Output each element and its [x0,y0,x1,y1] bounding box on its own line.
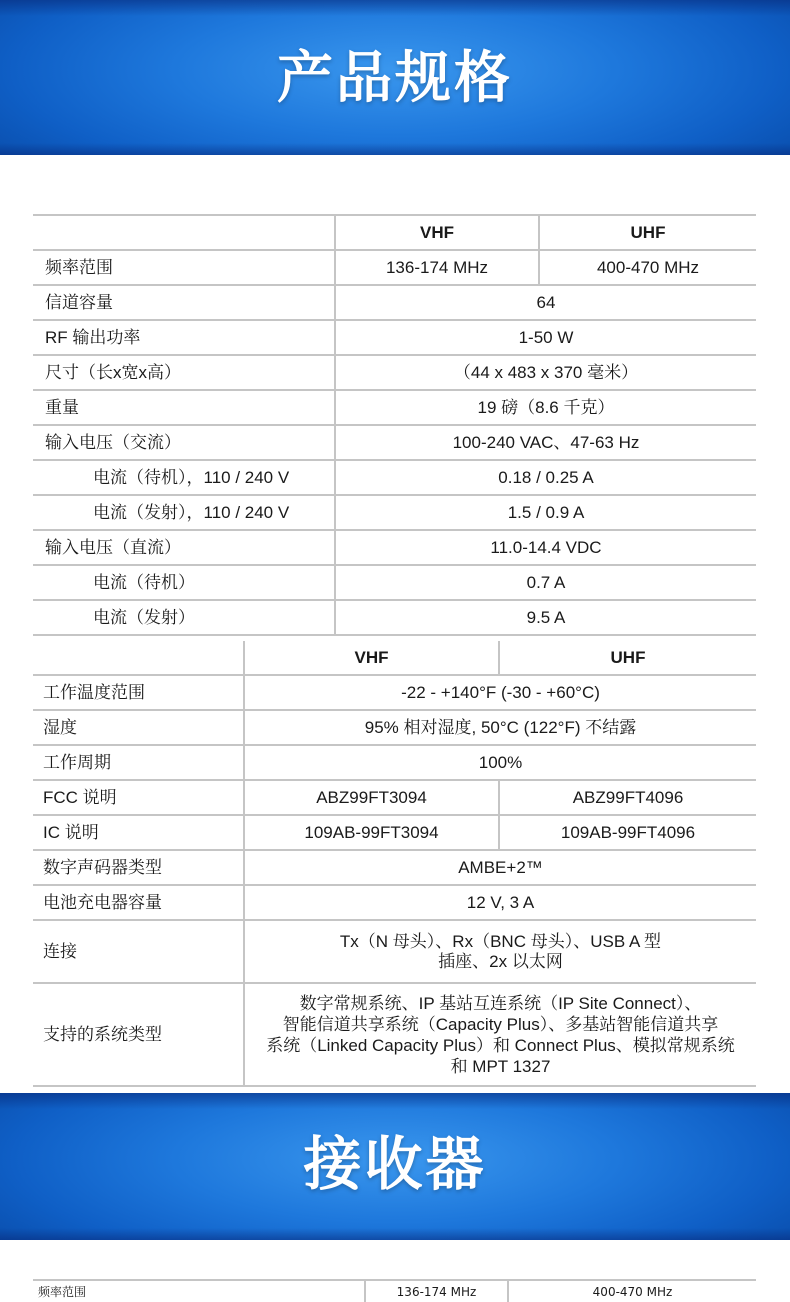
vhf-value: 109AB-99FT3094 [244,815,499,850]
uhf-value: ABZ99FT4096 [499,780,756,815]
row-label: RF 输出功率 [33,320,335,355]
vhf-value: ABZ99FT3094 [244,780,499,815]
value-line: 智能信道共享系统（Capacity Plus）、多基站智能信道共享 [282,1014,719,1034]
row-label: 支持的系统类型 [33,983,244,1086]
row-label: FCC 说明 [33,780,244,815]
row-label: 信道容量 [33,285,335,320]
value-line: 数字常规系统、IP 基站互连系统（IP Site Connect）、 [299,993,702,1013]
row-value: 0.7 A [335,565,756,600]
uhf-value: 400-470 MHz [539,250,756,285]
table-row [33,745,756,780]
row-label: 数字声码器类型 [33,850,244,885]
table-row [33,250,756,285]
receiver-table [33,1279,756,1302]
row-label: 工作周期 [33,745,244,780]
row-value: 100-240 VAC、47-63 Hz [335,425,756,460]
table-row [33,780,756,815]
section-title: 接收器 [303,1130,487,1198]
row-value: 95% 相对湿度, 50°C (122°F) 不结露 [244,710,756,745]
row-label: 频率范围 [33,250,335,285]
row-label: 重量 [33,390,335,425]
row-value: 12 V, 3 A [244,885,756,920]
row-value: 1.5 / 0.9 A [335,495,756,530]
receiver-banner [0,1093,790,1240]
row-value: 0.18 / 0.25 A [335,460,756,495]
row-label: 输入电压（直流） [33,530,335,565]
header-blank [33,215,335,250]
table-row [33,355,756,390]
row-value [244,983,756,1086]
uhf-value: 400-470 MHz [508,1280,756,1302]
row-value [244,920,756,983]
header-vhf: VHF [335,215,539,250]
row-value: 19 磅（8.6 千克） [335,390,756,425]
row-label: 连接 [33,920,244,983]
row-label: 工作温度范围 [33,675,244,710]
row-value: AMBE+2™ [244,850,756,885]
value-line: Tx（N 母头）、Rx（BNC 母头）、USB A 型 [339,931,662,951]
row-label: 电流（发射） [33,600,335,635]
table-row [33,600,756,635]
vhf-value: 136-174 MHz [335,250,539,285]
row-label: 尺寸（长x宽x高） [33,355,335,390]
table-row [33,1280,756,1302]
row-label: 电流（待机），110 / 240 V [33,460,335,495]
table-row [33,815,756,850]
row-value: 1-50 W [335,320,756,355]
table-row [33,920,756,983]
table-row [33,983,756,1086]
table-row [33,885,756,920]
table-row [33,390,756,425]
spec-table-power [33,214,756,636]
row-label: 输入电压（交流） [33,425,335,460]
spec-banner [0,0,790,155]
row-label: 频率范围 [33,1280,365,1302]
row-value: （44 x 483 x 370 毫米） [335,355,756,390]
row-value: 9.5 A [335,600,756,635]
spec-table-general [33,641,756,1087]
header-vhf: VHF [244,641,499,675]
row-value: 100% [244,745,756,780]
table-row [33,495,756,530]
vhf-value: 136-174 MHz [365,1280,508,1302]
header-row [33,641,756,675]
table-row [33,320,756,355]
table-row [33,710,756,745]
row-value: -22 - +140°F (-30 - +60°C) [244,675,756,710]
row-label: IC 说明 [33,815,244,850]
value-line: 和 MPT 1327 [450,1056,551,1076]
section-title: 产品规格 [277,46,513,111]
row-label: 电池充电器容量 [33,885,244,920]
table-row [33,675,756,710]
uhf-value: 109AB-99FT4096 [499,815,756,850]
value-line: 系统（Linked Capacity Plus）和 Connect Plus、模拟常规系统 [266,1035,735,1055]
table-row [33,565,756,600]
header-uhf: UHF [539,215,756,250]
header-uhf: UHF [499,641,756,675]
row-label: 电流（发射），110 / 240 V [33,495,335,530]
row-label: 湿度 [33,710,244,745]
row-label: 电流（待机） [33,565,335,600]
table-row [33,285,756,320]
table-row [33,530,756,565]
header-row [33,215,756,250]
header-blank [33,641,244,675]
row-value: 64 [335,285,756,320]
value-line: 插座、2x 以太网 [438,951,563,971]
row-value: 11.0-14.4 VDC [335,530,756,565]
table-row [33,425,756,460]
table-row [33,850,756,885]
table-row [33,460,756,495]
